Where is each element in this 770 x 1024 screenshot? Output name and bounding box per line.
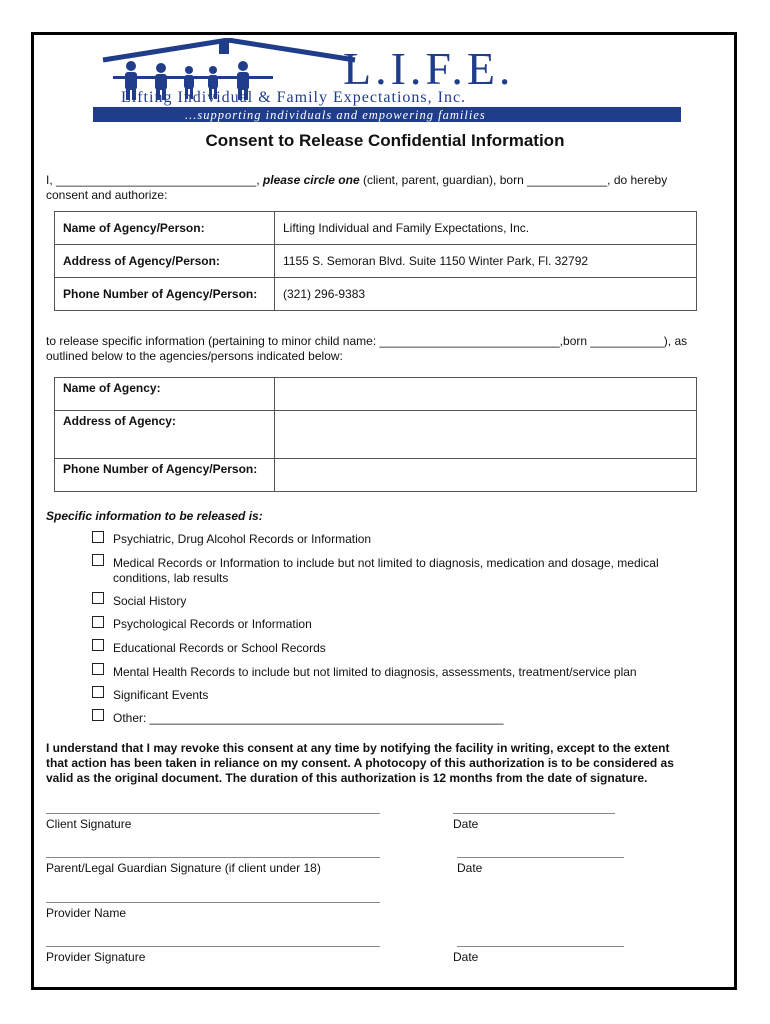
agency-table xyxy=(54,211,697,311)
checkbox-psychiatric[interactable] xyxy=(92,531,104,543)
recipient-table xyxy=(54,377,697,492)
recipient-phone-label: Phone Number of Agency/Person: xyxy=(55,459,275,492)
agency-phone-value: (321) 296-9383 xyxy=(275,278,697,311)
agency-name-value: Lifting Individual and Family Expectations, Inc. xyxy=(275,212,697,245)
page-title: Consent to Release Confidential Information xyxy=(205,131,565,150)
checklist-item-label: Significant Events xyxy=(113,688,209,702)
table-row xyxy=(55,245,697,278)
table-row xyxy=(55,278,697,311)
release-line-2: outlined below to the agencies/persons indicated below: xyxy=(46,349,343,363)
intro-line-1 xyxy=(46,173,667,187)
guardian-date-label: Date xyxy=(457,861,483,875)
provider-name-label: Provider Name xyxy=(46,906,127,920)
checklist-item-label: Medical Records or Information to include but not limited to diagnosis, medication and dosage, medical xyxy=(113,556,659,570)
checkbox-social-history[interactable] xyxy=(92,592,104,604)
client-signature-label: Client Signature xyxy=(46,817,132,831)
table-row xyxy=(55,212,697,245)
checkbox-significant-events[interactable] xyxy=(92,686,104,698)
agency-phone-label: Phone Number of Agency/Person: xyxy=(55,278,275,311)
agency-name-label: Name of Agency/Person: xyxy=(55,212,275,245)
client-signature-line[interactable] xyxy=(46,813,380,814)
logo-subtitle: Lifting Individual & Family Expectations, Inc. xyxy=(121,89,467,106)
checklist-item-label: Psychological Records or Information xyxy=(113,617,312,631)
provider-name-line[interactable] xyxy=(46,902,380,903)
checklist-item-label-cont: conditions, lab results xyxy=(113,571,229,585)
checklist-item-label: Mental Health Records to include but not limited to diagnosis, assessments, treatment/service plan xyxy=(113,665,637,679)
agency-address-label: Address of Agency/Person: xyxy=(55,245,275,278)
intro-line-2: consent and authorize: xyxy=(46,188,168,202)
provider-date-line[interactable] xyxy=(457,946,624,947)
recipient-phone-field[interactable] xyxy=(275,459,697,492)
checkbox-other[interactable] xyxy=(92,709,104,721)
intro-instruction: please circle one xyxy=(262,173,360,187)
revocation-statement xyxy=(46,741,726,786)
client-date-line[interactable] xyxy=(453,813,615,814)
recipient-name-field[interactable] xyxy=(275,378,697,411)
specific-heading: Specific information to be released is: xyxy=(46,509,263,523)
life-logo xyxy=(93,38,681,122)
checklist-item-label: Social History xyxy=(113,594,187,608)
recipient-address-field[interactable] xyxy=(275,411,697,459)
checkbox-educational[interactable] xyxy=(92,639,104,651)
recipient-address-label: Address of Agency: xyxy=(55,411,275,459)
checkbox-medical[interactable] xyxy=(92,554,104,566)
checklist-item-label: Educational Records or School Records xyxy=(113,641,326,655)
provider-date-label: Date xyxy=(453,950,479,964)
client-date-label: Date xyxy=(453,817,479,831)
guardian-signature-line[interactable] xyxy=(46,857,380,858)
checkbox-psychological[interactable] xyxy=(92,616,104,628)
guardian-date-line[interactable] xyxy=(457,857,624,858)
provider-signature-line[interactable] xyxy=(46,946,380,947)
table-row xyxy=(55,411,697,459)
agency-address-value: 1155 S. Semoran Blvd. Suite 1150 Winter Park, Fl. 32792 xyxy=(275,245,697,278)
release-line-1: to release specific information (pertaining to minor child name: ___________________________,born ___________), as xyxy=(46,334,688,348)
logo-main-text: L.I.F.E. xyxy=(343,43,515,94)
checklist-item-label: Psychiatric, Drug Alcohol Records or Information xyxy=(113,532,372,546)
logo-tagline: ...supporting individuals and empowering families xyxy=(185,108,486,122)
checkbox-mental-health[interactable] xyxy=(92,663,104,675)
statement-line-1: I understand that I may revoke this consent at any time by notifying the facility in writing, except to the extent xyxy=(46,741,670,755)
table-row xyxy=(55,459,697,492)
guardian-signature-label: Parent/Legal Guardian Signature (if client under 18) xyxy=(46,861,321,875)
table-row xyxy=(55,378,697,411)
recipient-name-label: Name of Agency: xyxy=(55,378,275,411)
statement-line-2: that action has been taken in reliance on my consent. A photocopy of this authorization is to be considered as xyxy=(46,756,674,770)
provider-signature-label: Provider Signature xyxy=(46,950,146,964)
statement-line-3: valid as the original document. The duration of this authorization is 12 months from the date of signature. xyxy=(46,771,648,785)
checklist-item-label: Other: _____________________________________________________ xyxy=(113,711,504,725)
intro-lead: I, ______________________________, xyxy=(46,173,260,187)
intro-middle: (client, parent, guardian), born ____________, do hereby xyxy=(362,173,668,187)
